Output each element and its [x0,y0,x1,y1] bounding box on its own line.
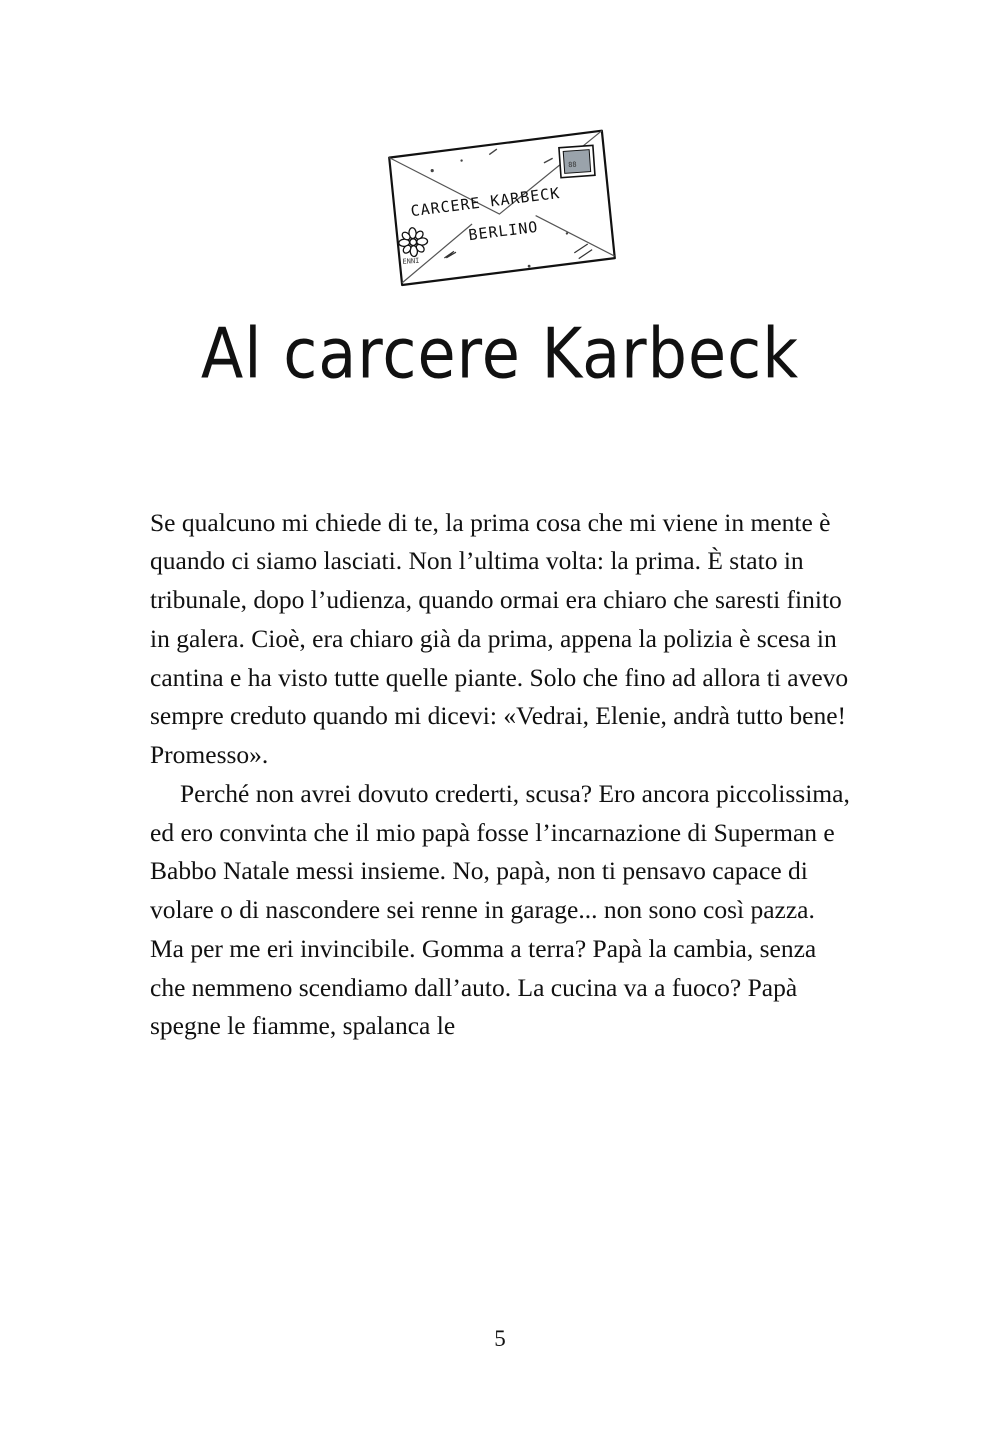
envelope-address-line-2: BERLINO [467,217,540,245]
paragraph: Se qualcuno mi chiede di te, la prima cosa che mi viene in mente è quando ci siamo lasciati. Non l’ultima volta: la prima. È stato in tribunale, dopo l’udienza, quando ormai era chiaro che saresti finito in galera. Cioè, era chiaro già da prima, appena la polizia è scesa in cantina e ha visto tutte quelle piante. Solo che fino ad allora ti avevo sempre creduto quando mi dicevi: «Vedrai, Elenie, andrà tutto bene! Promesso». [150,507,849,770]
paragraph: Perché non avrei dovuto crederti, scusa? Ero ancora piccolissima, ed ero convinta che il mio papà fosse l’incarnazione di Superman e Babbo Natale messi insieme. No, papà, non ti pensavo capace di volare o di nascondere sei renne in garage... non sono così pazza. Ma per me eri invincibile. Gomma a terra? Papà la cambia, senza che nemmeno scendiamo dall’auto. La cucina va a fuoco? Papà spegne le fiamme, spalanca le [150,778,850,1041]
flower-label: ENNI [402,256,420,266]
page-number: 5 [494,1326,506,1351]
envelope-address-line-1: CARCERE KARBECK [409,183,562,221]
envelope-illustration [375,118,625,293]
body-text [150,504,850,1047]
stamp-number: 88 [567,160,577,170]
page-title: Al carcere Karbeck [200,312,800,395]
